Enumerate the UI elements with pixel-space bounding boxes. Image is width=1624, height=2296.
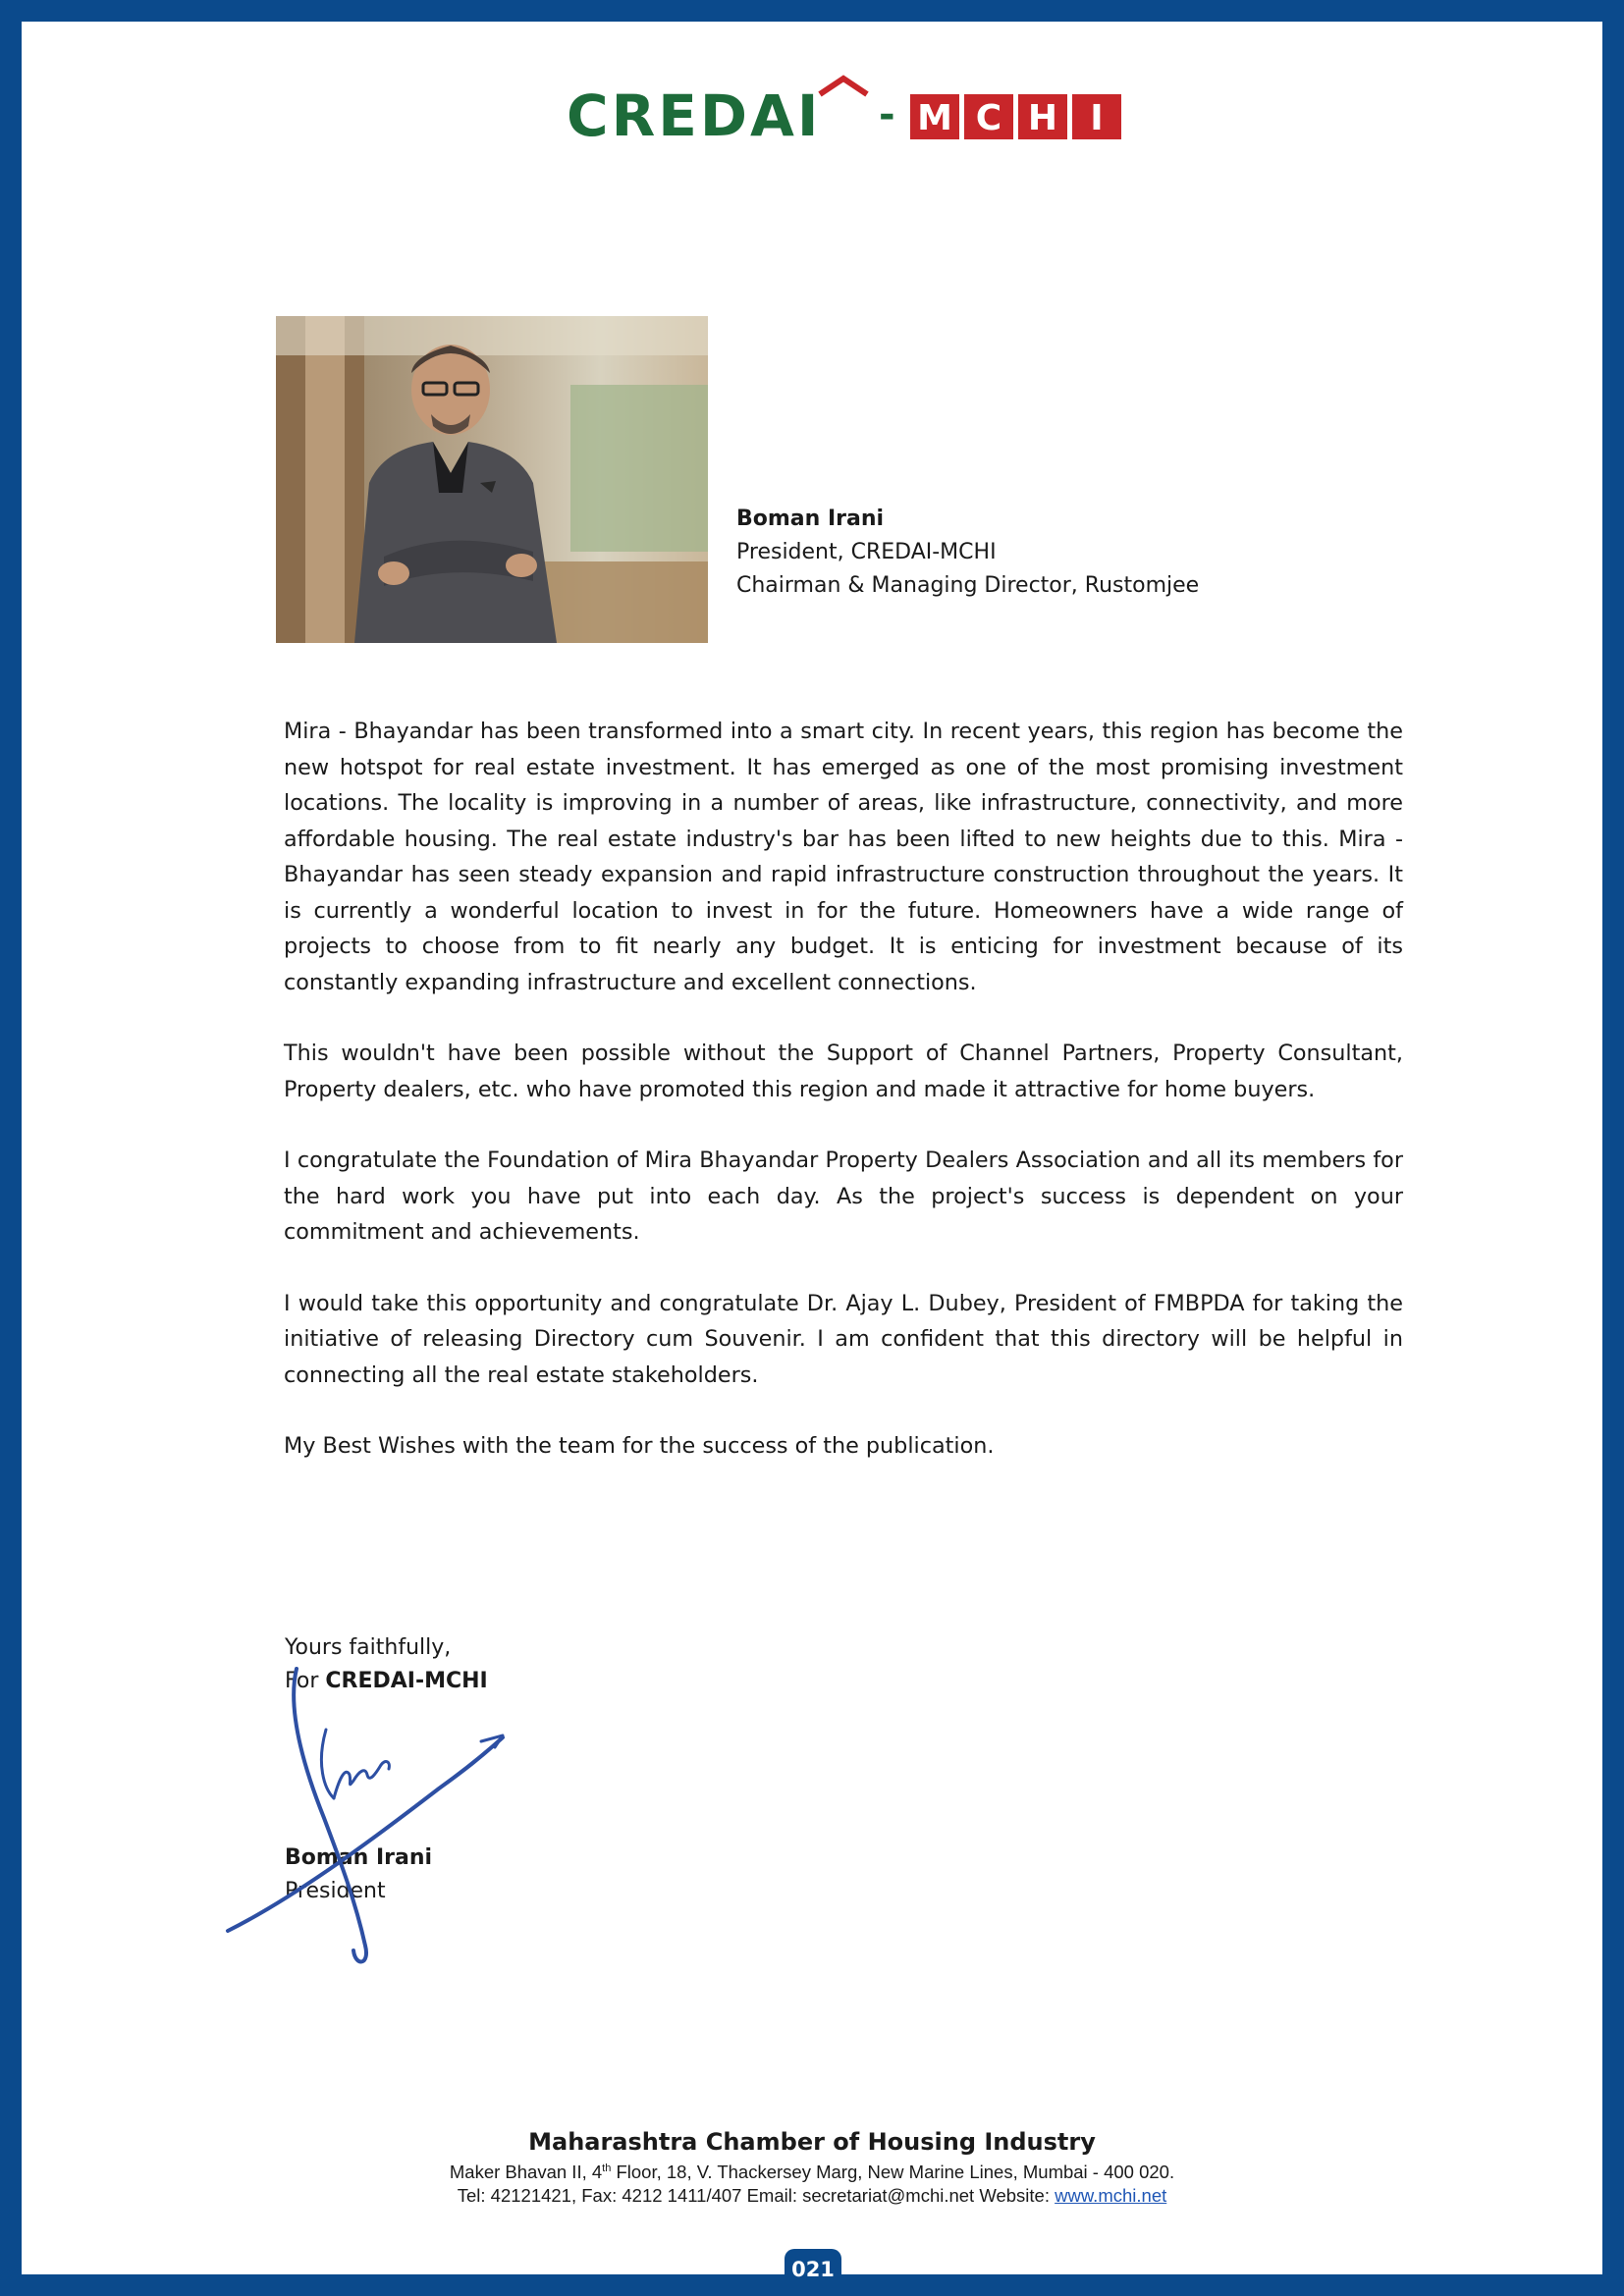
logo-mchi-letter-i: I [1090,98,1104,138]
closing-role: President [285,1879,386,1903]
logo-mchi-letter-m: M [917,98,952,138]
logo-mchi-letter-h: H [1027,98,1058,138]
footer-address-sup: th [602,2163,612,2174]
footer-contact [22,2184,1602,2208]
paragraph-1: Mira - Bhayandar has been transformed into a smart city. In recent years, this region has become the new hotspot for real estate investment. It has emerged as one of the most promising investment locations. The locality is improving in a number of areas, like infrastructure, connectivity, and more affordable housing. The real estate industry's bar has been lifted to new heights due to this. Mira - Bhayandar has seen steady expansion and rapid infrastructure construction throughout the years. It is currently a wonderful location to invest in for the future. Homeowners have a wide range of projects to choose from to fit nearly any budget. It is enticing for investment because of its constantly expanding infrastructure and excellent connections. [284,719,1403,995]
footer-address-part-1: Maker Bhavan II, 4 [449,2162,603,2183]
paragraph-2: This wouldn't have been possible without the Support of Channel Partners, Property Consultant, Property dealers, etc. who have promoted this region and made it attractive for home buyers. [284,1041,1403,1102]
logo-mchi-letter-c: C [975,98,1002,138]
signatory-block [736,503,1199,603]
paragraph-3: I congratulate the Foundation of Mira Bhayandar Property Dealers Association and all its members for the hard work you have put into each day. As the project's success is dependent on your commitment and achievements. [284,1148,1403,1245]
president-portrait-photo [276,316,708,643]
letterhead-footer [22,2127,1602,2208]
signatory-name: Boman Irani [736,507,885,531]
footer-address-part-2: Floor, 18, V. Thackersey Marg, New Marine Lines, Mumbai - 400 020. [611,2162,1175,2183]
signatory-title-1: President, CREDAI-MCHI [736,540,997,564]
page-number-badge: 021 [785,2249,841,2290]
footer-contact-text: Tel: 42121421, Fax: 4212 1411/407 Email: secretariat@mchi.net Website: [457,2185,1050,2207]
letter-body [284,714,1403,1500]
footer-organization: Maharashtra Chamber of Housing Industry [528,2128,1096,2156]
paragraph-4: I would take this opportunity and congratulate Dr. Ajay L. Dubey, President of FMBPDA for taking the initiative of releasing Directory cum Souvenir. I am confident that this directory will be helpful in connecting all the real estate stakeholders. [284,1290,1403,1388]
logo-separator: - [879,92,895,137]
paragraph-5: My Best Wishes with the team for the success of the publication. [284,1433,995,1459]
logo-credai-text: CREDAI [567,82,822,149]
closing-for-prefix: For [285,1669,319,1693]
footer-address [22,2157,1602,2184]
closing-name: Boman Irani [285,1845,433,1870]
signatory-title-2: Chairman & Managing Director, Rustomjee [736,573,1200,598]
handwritten-signature [218,1651,532,1975]
credai-mchi-logo [567,73,1136,149]
letter-page [22,22,1602,2281]
closing-for-org: CREDAI-MCHI [325,1669,488,1693]
footer-website-link[interactable]: www.mchi.net [1055,2185,1167,2207]
closing-salutation: Yours faithfully, [285,1635,452,1660]
logo-roof-icon [820,79,867,94]
